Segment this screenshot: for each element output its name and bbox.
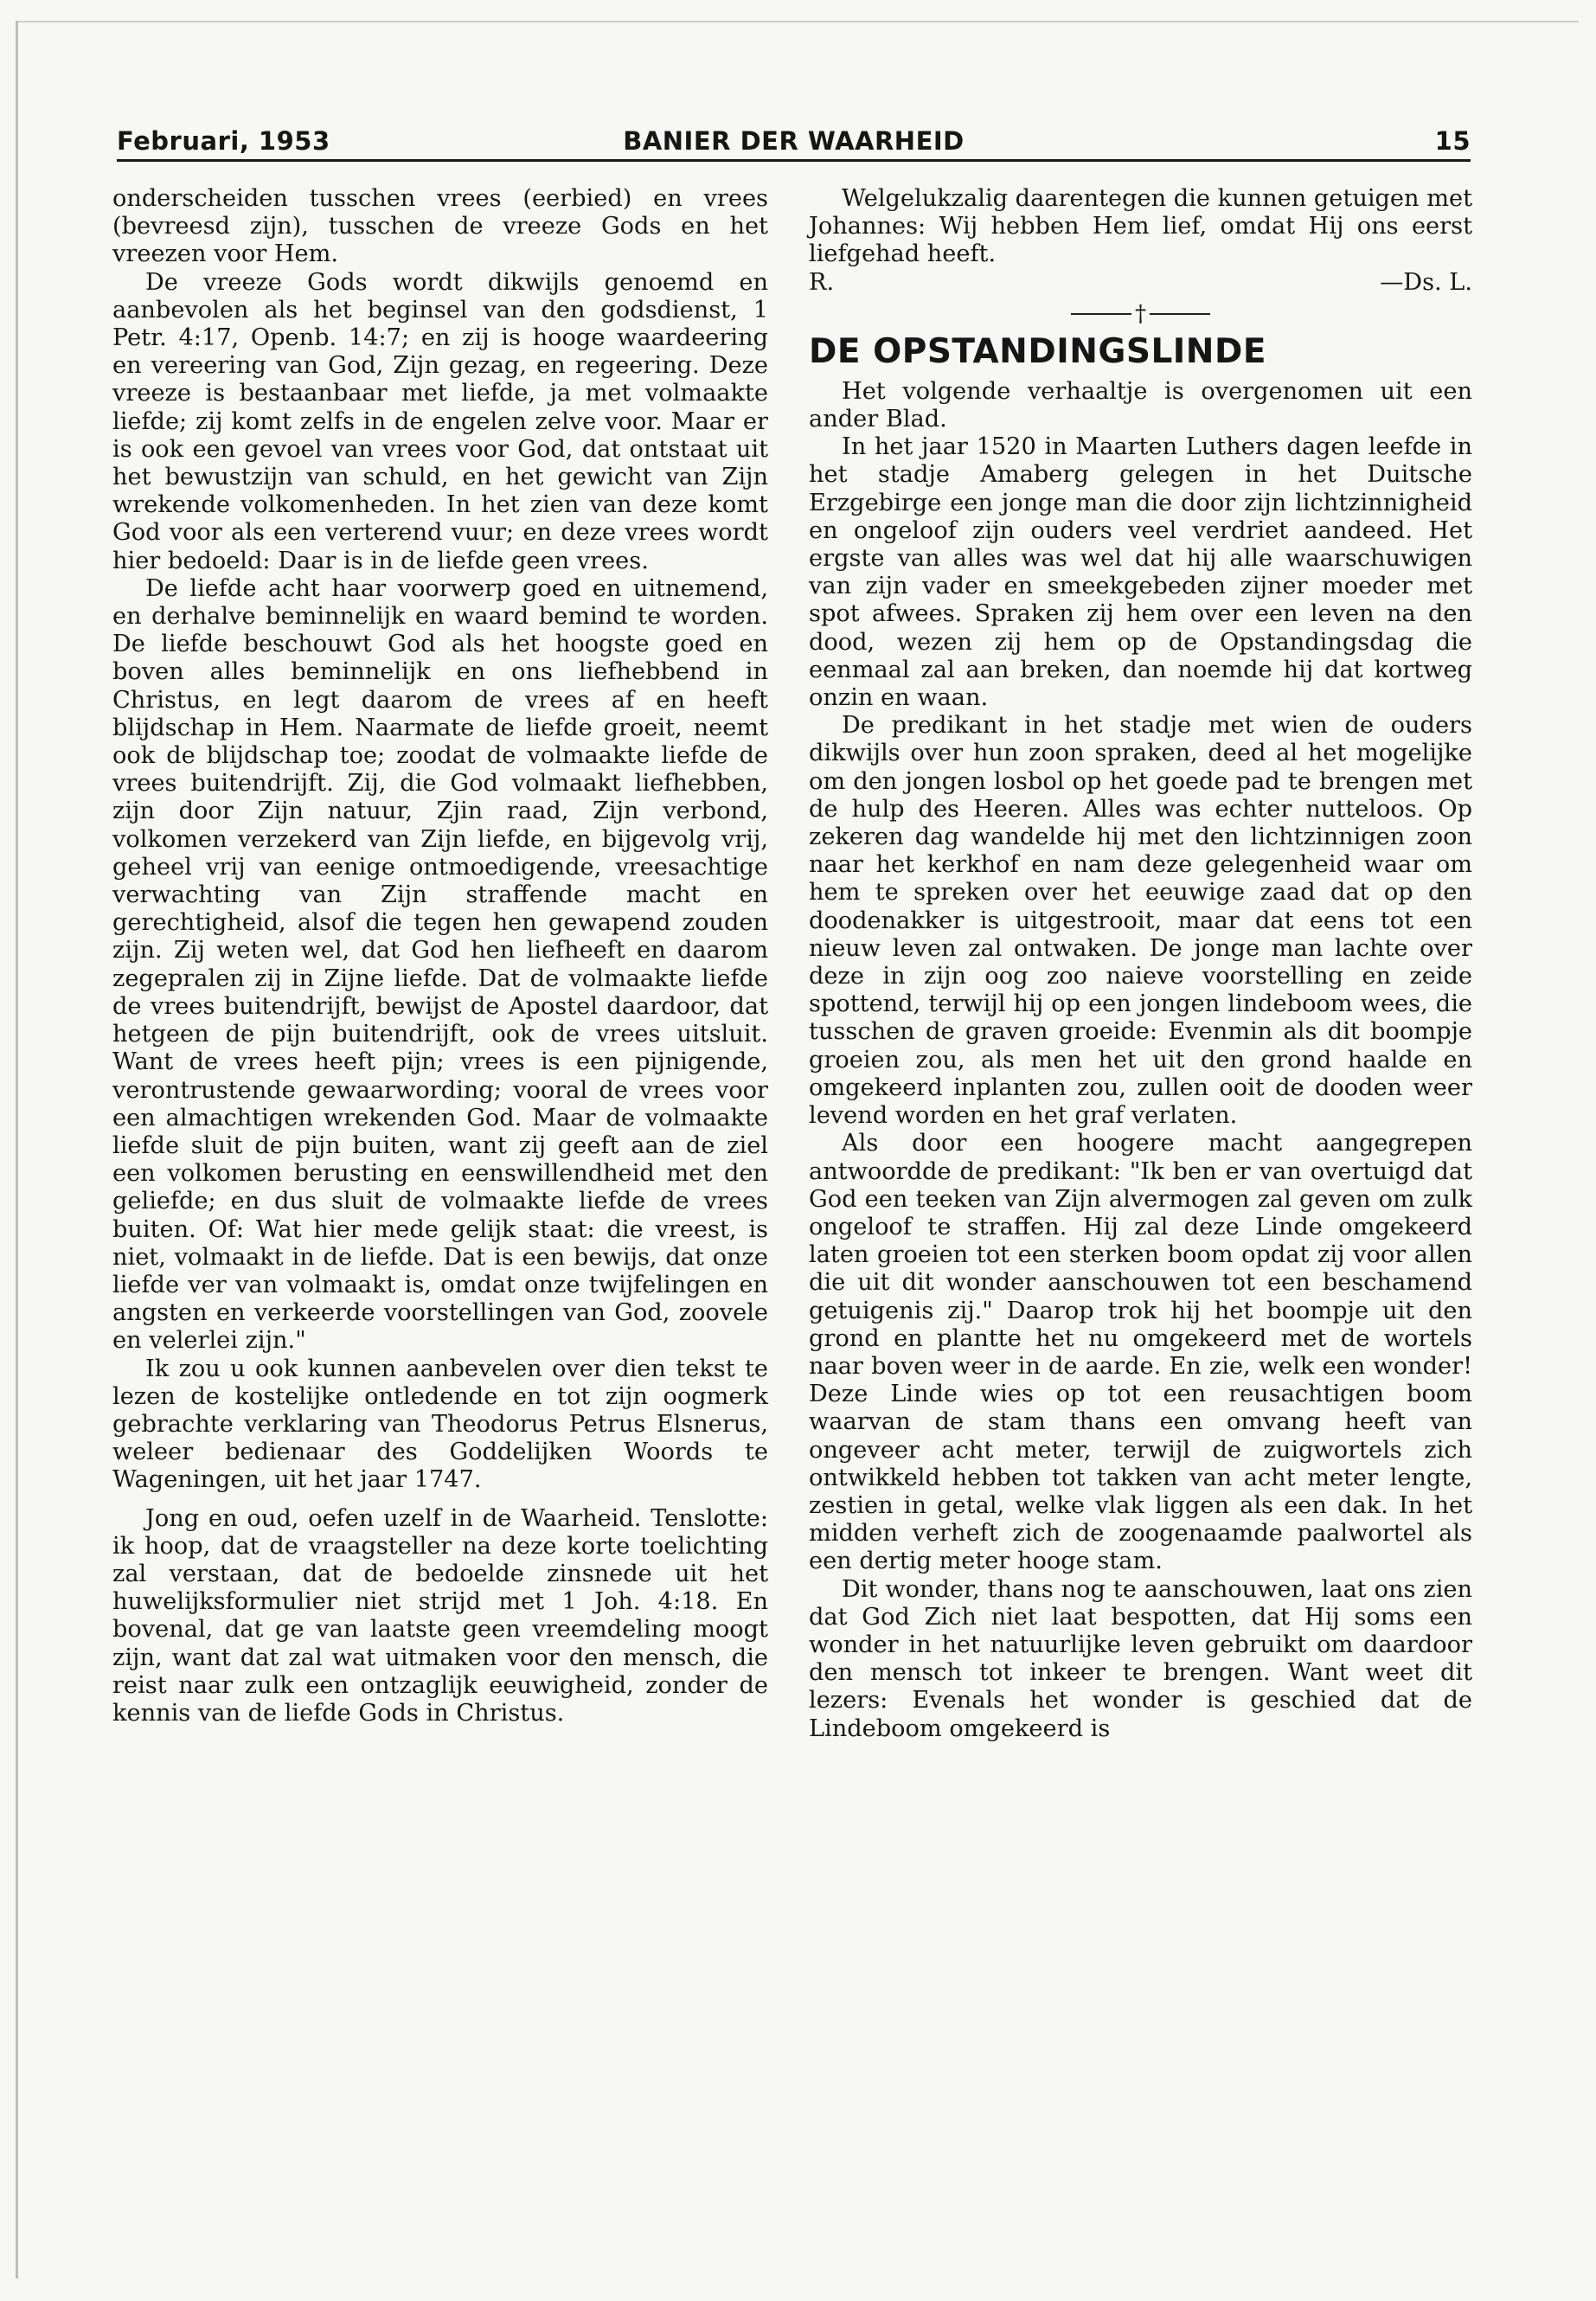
divider-line (1150, 313, 1210, 315)
signature-author: —Ds. L. (1380, 268, 1472, 296)
paragraph: De vreeze Gods wordt dikwijls genoemd en aanbevolen als het beginsel van den godsdienst, 1 Petr. 4:17, Openb. 14:7; en zij is hooge waardeering en vereering van God, Zijn gezag, en regeering. Deze vreeze is bestaanbaar met liefde, ja met volmaakte liefde; zij komt zelfs in de engelen zelve voor. Maar er is ook een gevoel van vrees voor God, dat ontstaat uit het bewustzijn van schuld, en het gewicht van Zijn wrekende volkomenheden. In het zien van deze komt God voor als een verterend vuur; en deze vrees wordt hier bedoeld: Daar is in de liefde geen vrees. (112, 268, 768, 574)
paragraph: onderscheiden tusschen vrees (eerbied) en vrees (bevreesd zijn), tusschen de vreeze Gods en het vreezen voor Hem. (112, 185, 768, 268)
paragraph: Jong en oud, oefen uzelf in de Waarheid. Tenslotte: ik hoop, dat de vraagsteller na deze korte toelichting zal verstaan, dat de bedoelde zinsnede uit het huwelijksformulier niet strijd met 1 Joh. 4:18. En bovenal, dat ge van laatste geen vreemdeling moogt zijn, want dat zal wat uitmaken voor den mensch, die reist naar zulk een ontzaglijk eeuwigheid, zonder de kennis van de liefde Gods in Christus. (112, 1504, 768, 1727)
header-date: Februari, 1953 (117, 126, 330, 156)
header-rule (117, 159, 1471, 162)
scan-edge-top (17, 21, 1579, 22)
paragraph: Het volgende verhaaltje is overgenomen uit een ander Blad. (809, 377, 1472, 433)
article-title: DE OPSTANDINGSLINDE (809, 331, 1266, 371)
right-column (809, 185, 1472, 1743)
divider-line (1071, 313, 1131, 315)
page-number: 15 (1434, 126, 1471, 156)
left-column (112, 185, 768, 1727)
paragraph: In het jaar 1520 in Maarten Luthers dagen leefde in het stadje Amaberg gelegen in het Duitsche Erzgebirge een jonge man die door zijn lichtzinnigheid en ongeloof zijn ouders veel verdriet aandeed. Het ergste van alles was wel dat hij alle waarschuwigen van zijn vader en smeekgebeden zijner moeder met spot afwees. Spraken zij hem over een leven na den dood, wezen zij hem op de Opstandingsdag die eenmaal zal aan breken, dan noemde hij dat kortweg onzin en waan. (809, 433, 1472, 712)
signature-initial: R. (809, 268, 835, 296)
paragraph: Dit wonder, thans nog te aanschouwen, laat ons zien dat God Zich niet laat bespotten, dat Hij soms een wonder in het natuurlijke leven gebruikt om daardoor den mensch tot inkeer te brengen. Want weet dit lezers: Evenals het wonder is geschied dat de Lindeboom omgekeerd is (809, 1575, 1472, 1742)
scan-edge-left (16, 21, 18, 2279)
paragraph: De liefde acht haar voorwerp goed en uitnemend, en derhalve beminnelijk en waard bemind te worden. De liefde beschouwt God als het hoogste goed en boven alles beminnelijk en ons liefhebbend in Christus, en legt daarom de vrees af en heeft blijdschap in Hem. Naarmate de liefde groeit, neemt ook de blijdschap toe; zoodat de volmaakte liefde de vrees buitendrijft. Zij, die God volmaakt liefhebben, zijn door Zijn natuur, Zjin raad, Zijn verbond, volkomen verzekerd van Zijn liefde, en bijgevolg vrij, geheel vrij van eenige ontmoedigende, vreesachtige verwachting van Zijn straffende macht en gerechtigheid, alsof die tegen hen gewapend zouden zijn. Zij weten wel, dat God hen liefheeft en daarom zegepralen zij in Zijne liefde. Dat de volmaakte liefde de vrees buitendrijft, bewijst de Apostel daardoor, dat hetgeen de pijn buitendrijft, ook de vrees uitsluit. Want de vrees heeft pijn; vrees is een pijnigende, verontrustende gewaarwording; vooral de vrees voor een almachtigen wrekenden God. Maar de volmaakte liefde sluit de pijn buiten, want zij geeft aan de ziel een volkomen berusting en eenswillendheid met den geliefde; en dus sluit de volmaakte liefde de vrees buiten. Of: Wat hier mede gelijk staat: die vreest, is niet, volmaakt in de liefde. Dat is een bewijs, dat onze liefde ver van volmaakt is, omdat onze twijfelingen en angsten en verkeerde voorstellingen van God, zoovele en velerlei zijn." (112, 574, 768, 1355)
dagger-icon: † (1135, 301, 1146, 328)
signature-line (809, 269, 1472, 297)
closing-paragraph: Welgelukzalig daarentegen die kunnen getuigen met Johannes: Wij hebben Hem lief, omdat Hij ons eerst liefgehad heeft. (809, 185, 1472, 268)
section-divider (809, 300, 1472, 326)
paragraph: Ik zou u ook kunnen aanbevelen over dien tekst te lezen de kostelijke ontledende en tot zijn oogmerk gebrachte verklaring van Theodorus Petrus Elsnerus, weleer bedienaar des Goddelijken Woords te Wageningen, uit het jaar 1747. (112, 1355, 768, 1494)
header-title: BANIER DER WAARHEID (623, 126, 965, 156)
paragraph: Als door een hoogere macht aangegrepen antwoordde de predikant: "Ik ben er van overtuigd dat God een teeken van Zijn alvermogen zal geven om zulk ongeloof te straffen. Hij zal deze Linde omgekeerd laten groeien tot een sterken boom opdat zij voor allen die uit dit wonder aanschouwen tot een beschamend getuigenis zij." Daarop trok hij het boompje uit den grond en plantte het nu omgekeerd met de wortels naar boven weer in de aarde. En zie, welk een wonder! Deze Linde wies op tot een reusachtigen boom waarvan de stam thans een omvang heeft van ongeveer acht meter, terwijl de zuigwortels zich ontwikkeld hebben tot takken van acht meter lengte, zestien in getal, welke vlak liggen als een dak. In het midden verheft zich de zoogenaamde paalwortel als een dertig meter hooge stam. (809, 1130, 1472, 1575)
running-header (117, 121, 1471, 163)
paragraph: De predikant in het stadje met wien de ouders dikwijls over hun zoon spraken, deed al het mogelijke om den jongen losbol op het goede pad te brengen met de hulp des Heeren. Alles was echter nutteloos. Op zekeren dag wandelde hij met den lichtzinnigen zoon naar het kerkhof en nam deze gelegenheid waar om hem te spreken over het eeuwige zaad dat op den doodenakker is uitgestrooit, maar dat eens tot een nieuw leven zal ontwaken. De jonge man lachte over deze in zijn oog zoo naieve voorstelling en zeide spottend, terwijl hij op een jongen lindeboom wees, die tusschen de graven groeide: Evenmin als dit boompje groeien zou, als men het uit den grond haalde en omgekeerd inplanten zou, zullen ooit de dooden weer levend worden en het graf verlaten. (809, 712, 1472, 1130)
